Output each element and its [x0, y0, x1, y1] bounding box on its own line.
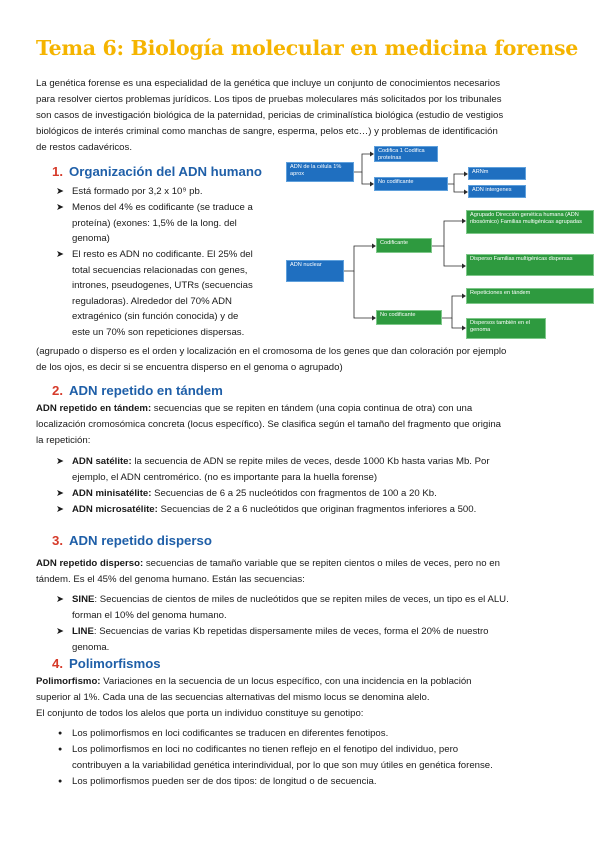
arrow-bullet-icon: ➤	[56, 186, 65, 197]
list-item-line: Menos del 4% es codificante (se traduce a	[72, 202, 253, 213]
definition-text: secuencias de tamaño variable que se repiten cientos o miles de veces, pero no en	[143, 558, 500, 569]
note-line: de los ojos, es decir si se encuentra disperso en el genoma o agrupado)	[36, 362, 343, 373]
arrow-bullet-icon: ➤	[56, 456, 65, 467]
definition-term: ADN repetido disperso:	[36, 558, 144, 569]
diagram-node-grouped: Agrupado Dirección genética humana (ADN ribosómico) Familias multigénicas agrupadas	[466, 210, 594, 234]
item-text: Los polimorfismos pueden ser de dos tipos: de longitud o de secuencia.	[72, 776, 377, 787]
section-number: 2.	[52, 383, 63, 398]
section-number: 1.	[52, 164, 63, 179]
list-item	[72, 742, 582, 773]
list-item	[72, 454, 582, 485]
definition-text: localización cromosómica concreta (locus específico). Se clasifica según el tamaño del fragmento que origina	[36, 419, 501, 430]
arrow-bullet-icon: ➤	[56, 202, 65, 213]
item-text: : Secuencias de cientos de miles de nucleótidos que se repiten miles de veces, un tipo es el ALU.	[94, 594, 509, 605]
list-item	[72, 486, 582, 502]
definition-text: la repetición:	[36, 435, 91, 446]
section-3-heading	[52, 533, 212, 548]
section-title: Polimorfismos	[69, 656, 161, 671]
definition-text: superior al 1%. Cada una de las secuencias alternativas del mismo locus se denomina alelo.	[36, 692, 430, 703]
arrow-bullet-icon: ➤	[56, 626, 65, 637]
arrow-bullet-icon: ➤	[56, 249, 65, 260]
list-item	[72, 200, 282, 247]
list-item-line: Está formado por 3,2 x 10⁹ pb.	[72, 186, 203, 197]
definition-text: tándem. Es el 45% del genoma humano. Están las secuencias:	[36, 574, 305, 585]
intro-line: La genética forense es una especialidad de la genética que incluye un conjunto de conocimientos necesarios	[36, 78, 501, 89]
bullet-icon: ●	[58, 746, 63, 753]
item-text: Los polimorfismos en loci no codificantes no tienen reflejo en el fenotipo del individuo, pero	[72, 744, 459, 755]
section-2-heading	[52, 383, 223, 398]
item-term: ADN minisatélite:	[72, 488, 152, 499]
diagram-node-nuclear-dna: ADN nuclear	[286, 260, 344, 282]
diagram-node-noncoding: No codificante	[374, 177, 448, 191]
item-term: ADN microsatélite:	[72, 504, 158, 515]
item-text: Los polimorfismos en loci codificantes se traducen en diferentes fenotipos.	[72, 728, 389, 739]
item-term: ADN satélite:	[72, 456, 132, 467]
section-1-heading	[52, 164, 262, 179]
dna-organization-diagram	[284, 142, 600, 342]
diagram-node-no-codificante: No codificante	[376, 310, 442, 325]
list-item-line: este un 70% son repeticiones dispersas.	[72, 326, 245, 338]
section-1-note	[36, 344, 581, 376]
diagram-node-arnm: ARNm	[468, 167, 526, 180]
arrow-bullet-icon: ➤	[56, 594, 65, 605]
list-item-line: total secuencias relacionadas con genes,	[72, 264, 248, 276]
diagram-node-dispersed: Disperso Familias multigénicas dispersas	[466, 254, 594, 276]
list-item-line: genoma)	[72, 233, 110, 244]
item-text: la secuencia de ADN se repite miles de veces, desde 1000 Kb hasta varias Mb. Por	[131, 456, 490, 467]
diagram-node-codificante: Codificante	[376, 238, 432, 253]
list-item	[72, 726, 582, 742]
definition-text: El conjunto de todos los alelos que porta un individuo constituye su genotipo:	[36, 708, 364, 719]
item-term: SINE	[72, 594, 95, 605]
section-title: Organización del ADN humano	[69, 164, 262, 179]
section-number: 4.	[52, 656, 63, 671]
item-text: Secuencias de 2 a 6 nucleótidos que originan fragmentos inferiores a 500.	[157, 504, 477, 515]
section-title: ADN repetido disperso	[69, 533, 212, 548]
item-text: Secuencias de 6 a 25 nucleótidos con fragmentos de 100 a 20 Kb.	[151, 488, 437, 499]
intro-line: para resolver ciertos problemas jurídicos. Los tipos de pruebas moleculares más solicitados por los tribunales	[36, 94, 502, 105]
item-text: : Secuencias de varias Kb repetidas dispersamente miles de veces, forma el 20% de nuestro	[93, 626, 489, 637]
list-item-line: El resto es ADN no codificante. El 25% del	[72, 249, 253, 260]
definition-term: Polimorfismo:	[36, 676, 101, 687]
intro-line: de restos cadavéricos.	[36, 142, 132, 153]
section-2-definition	[36, 401, 581, 449]
item-term: LINE	[72, 626, 94, 637]
intro-line: biológicos de interés criminal como manchas de sangre, esperma, pelos etc…) y problemas de identificación	[36, 126, 498, 137]
list-item	[72, 592, 582, 623]
section-number: 3.	[52, 533, 63, 548]
item-text: forman el 10% del genoma humano.	[72, 609, 227, 621]
diagram-node-genome-dispersed: Dispersos también en el genoma	[466, 318, 546, 339]
item-text: genoma.	[72, 641, 110, 653]
diagram-node-tandem: Repeticiones en tándem	[466, 288, 594, 304]
arrow-bullet-icon: ➤	[56, 504, 65, 515]
list-item-line: intrones, pseudogenes, UTRs (secuencias	[72, 280, 253, 291]
arrow-bullet-icon: ➤	[56, 488, 65, 499]
item-text: contribuyen a la variabilidad genética interindividual, por lo que son muy útiles en genética forense.	[72, 759, 493, 771]
intro-line: son casos de investigación biológica de la paternidad, pericias de criminalística biológica (estudio de vestigios	[36, 110, 504, 121]
list-item-line: reguladoras). Alrededor del 70% ADN	[72, 295, 232, 307]
diagram-node-cell-dna: ADN de la célula 1% aprox	[286, 162, 354, 182]
definition-term: ADN repetido en tándem:	[36, 403, 152, 414]
diagram-node-intergenic: ADN intergenes	[468, 185, 526, 198]
note-line: (agrupado o disperso es el orden y localización en el cromosoma de los genes que dan coloración por ejemplo	[36, 346, 507, 357]
list-item	[72, 502, 582, 518]
list-item	[72, 184, 282, 200]
section-title: ADN repetido en tándem	[69, 383, 223, 398]
list-item	[72, 624, 582, 655]
list-item	[72, 774, 582, 790]
list-item-line: extragénico (sin función conocida) y de	[72, 311, 239, 322]
page-title: Tema 6: Biología molecular en medicina forense	[36, 36, 578, 60]
list-item	[72, 247, 282, 340]
list-item-line: proteína) (exones: 1,5% de la long. del	[72, 217, 237, 229]
section-4-heading	[52, 656, 161, 671]
definition-text: secuencias que se repiten en tándem (una copia continua de otra) con una	[151, 403, 473, 414]
bullet-icon: ●	[58, 730, 63, 737]
diagram-node-coding: Codifica 1 Codifica proteínas	[374, 146, 438, 162]
item-text: ejemplo, el ADN centromérico. (no es importante para la huella forense)	[72, 471, 378, 483]
section-4-definition	[36, 674, 581, 722]
section-3-definition	[36, 556, 581, 588]
bullet-icon: ●	[58, 778, 63, 785]
definition-text: Variaciones en la secuencia de un locus específico, con una incidencia en la población	[100, 676, 472, 687]
